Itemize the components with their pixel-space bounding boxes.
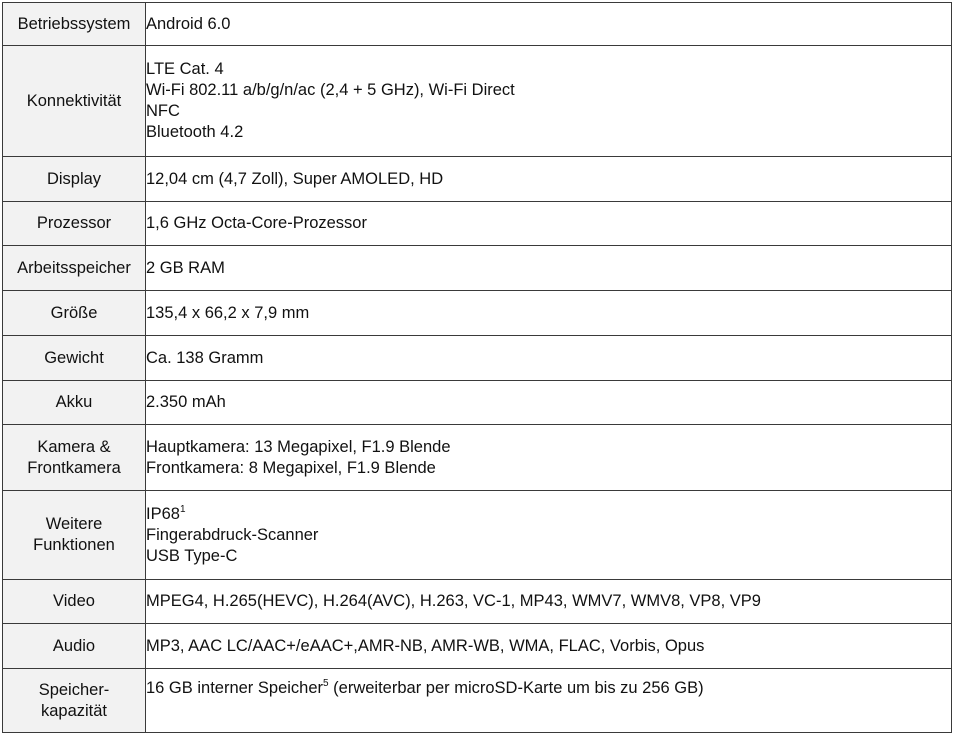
row-label: Akku: [3, 381, 146, 425]
table-row: [3, 580, 952, 624]
footnote-marker: 5: [323, 678, 329, 689]
table-row: [3, 46, 952, 157]
table-row: [3, 157, 952, 202]
table-row: [3, 425, 952, 491]
table-row: [3, 336, 952, 381]
spec-table: [2, 2, 952, 733]
row-label: Arbeitsspeicher: [3, 246, 146, 291]
row-value: 135,4 x 66,2 x 7,9 mm: [146, 291, 952, 336]
row-value: 2 GB RAM: [146, 246, 952, 291]
table-row: [3, 491, 952, 580]
row-label: Display: [3, 157, 146, 202]
table-row: [3, 291, 952, 336]
row-value: 16 GB interner Speicher$^5$ (erweiterbar per microSD-Karte um bis zu 256 GB): [146, 669, 952, 733]
row-value: Hauptkamera: 13 Megapixel, F1.9 Blende Frontkamera: 8 Megapixel, F1.9 Blende: [146, 425, 952, 491]
row-label: Kamera & Frontkamera: [3, 425, 146, 491]
row-value: Ca. 138 Gramm: [146, 336, 952, 381]
row-value: MP3, AAC LC/AAC+/eAAC+,AMR-NB, AMR-WB, WMA, FLAC, Vorbis, Opus: [146, 624, 952, 669]
row-label: Prozessor: [3, 202, 146, 246]
row-value: 1,6 GHz Octa-Core-Prozessor: [146, 202, 952, 246]
table-row: [3, 669, 952, 733]
row-label: Gewicht: [3, 336, 146, 381]
row-label: Video: [3, 580, 146, 624]
row-label: Betriebssystem: [3, 3, 146, 46]
row-value: $IP68^1$ Fingerabdruck-Scanner USB Type-C: [146, 491, 952, 580]
row-label: Audio: [3, 624, 146, 669]
row-value: Android 6.0: [146, 3, 952, 46]
row-label: Speicher- kapazität: [3, 669, 146, 733]
footnote-marker: 1: [179, 503, 186, 515]
row-value: 2.350 mAh: [146, 381, 952, 425]
row-label: Konnektivität: [3, 46, 146, 157]
table-row: [3, 202, 952, 246]
row-label: Weitere Funktionen: [3, 491, 146, 580]
row-value: 12,04 cm (4,7 Zoll), Super AMOLED, HD: [146, 157, 952, 202]
row-value: LTE Cat. 4 Wi-Fi 802.11 a/b/g/n/ac (2,4 + 5 GHz), Wi-Fi Direct NFC Bluetooth 4.2: [146, 46, 952, 157]
table-row: [3, 3, 952, 46]
table-row: [3, 381, 952, 425]
table-row: [3, 624, 952, 669]
table-row: [3, 246, 952, 291]
row-label: Größe: [3, 291, 146, 336]
row-value: MPEG4, H.265(HEVC), H.264(AVC), H.263, VC-1, MP43, WMV7, WMV8, VP8, VP9: [146, 580, 952, 624]
